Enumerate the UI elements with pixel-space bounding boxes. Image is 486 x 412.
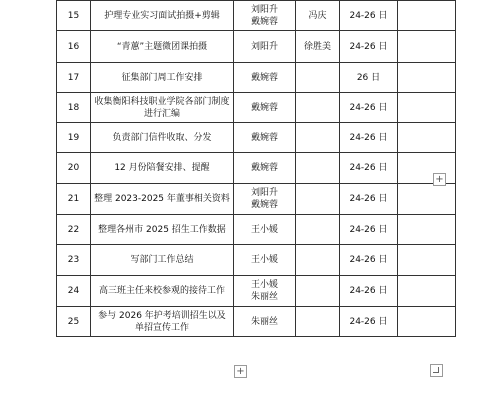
task-cell[interactable]: 整理各州市 2025 招生工作数据 (91, 215, 234, 245)
task-cell[interactable]: 整理 2023-2025 年董事相关资料 (91, 184, 234, 215)
cooperator-cell[interactable] (296, 63, 340, 93)
table-row (57, 184, 456, 215)
date-cell[interactable]: 26 日 (340, 63, 398, 93)
owner-cell[interactable]: 戴婉蓉 (234, 63, 296, 93)
cooperator-cell[interactable] (296, 93, 340, 123)
date-cell[interactable]: 24-26 日 (340, 1, 398, 31)
blank-cell[interactable] (398, 153, 456, 184)
blank-cell[interactable] (398, 245, 456, 276)
cooperator-cell[interactable]: 冯庆 (296, 1, 340, 31)
owner-cell[interactable]: 戴婉蓉 (234, 93, 296, 123)
task-cell[interactable]: “青蕙”主题微团课拍摄 (91, 31, 234, 63)
owner-cell[interactable]: 刘阳升 戴婉蓉 (234, 184, 296, 215)
table-row (57, 31, 456, 63)
owner-cell[interactable]: 刘阳升 (234, 31, 296, 63)
owner-cell[interactable]: 刘阳升 戴婉蓉 (234, 1, 296, 31)
table-row (57, 123, 456, 153)
table-row (57, 307, 456, 337)
owner-cell[interactable]: 王小媛 (234, 215, 296, 245)
row-number-cell[interactable]: 16 (57, 31, 91, 63)
cooperator-cell[interactable] (296, 153, 340, 184)
schedule-table-body (57, 1, 456, 337)
blank-cell[interactable] (398, 215, 456, 245)
row-number-cell[interactable]: 20 (57, 153, 91, 184)
date-cell[interactable]: 24-26 日 (340, 31, 398, 63)
table-resize-handle-icon[interactable] (430, 364, 443, 377)
blank-cell[interactable] (398, 307, 456, 337)
blank-cell[interactable] (398, 1, 456, 31)
task-cell[interactable]: 收集衡阳科技职业学院各部门制度进行汇编 (91, 93, 234, 123)
cooperator-cell[interactable] (296, 123, 340, 153)
row-number-cell[interactable]: 22 (57, 215, 91, 245)
owner-cell[interactable]: 王小媛 朱丽丝 (234, 276, 296, 307)
owner-cell[interactable]: 朱丽丝 (234, 307, 296, 337)
table-row (57, 276, 456, 307)
task-cell[interactable]: 负责部门信件收取、分发 (91, 123, 234, 153)
cooperator-cell[interactable] (296, 307, 340, 337)
cooperator-cell[interactable] (296, 215, 340, 245)
cooperator-cell[interactable] (296, 184, 340, 215)
add-row-icon[interactable]: + (234, 365, 247, 378)
cooperator-cell[interactable] (296, 245, 340, 276)
date-cell[interactable]: 24-26 日 (340, 307, 398, 337)
row-number-cell[interactable]: 23 (57, 245, 91, 276)
table-row (57, 245, 456, 276)
date-cell[interactable]: 24-26 日 (340, 276, 398, 307)
blank-cell[interactable] (398, 63, 456, 93)
owner-cell[interactable]: 王小媛 (234, 245, 296, 276)
blank-cell[interactable] (398, 123, 456, 153)
blank-cell[interactable] (398, 31, 456, 63)
table-row (57, 93, 456, 123)
cooperator-cell[interactable]: 徐胜美 (296, 31, 340, 63)
row-number-cell[interactable]: 21 (57, 184, 91, 215)
task-cell[interactable]: 写部门工作总结 (91, 245, 234, 276)
row-number-cell[interactable]: 19 (57, 123, 91, 153)
date-cell[interactable]: 24-26 日 (340, 215, 398, 245)
task-cell[interactable]: 参与 2026 年护考培训招生以及单招宣传工作 (91, 307, 234, 337)
table-row (57, 153, 456, 184)
blank-cell[interactable] (398, 276, 456, 307)
task-cell[interactable]: 高三班主任来校参观的接待工作 (91, 276, 234, 307)
owner-cell[interactable]: 戴婉蓉 (234, 153, 296, 184)
task-cell[interactable]: 12 月份陪餐安排、提醒 (91, 153, 234, 184)
row-number-cell[interactable]: 18 (57, 93, 91, 123)
row-number-cell[interactable]: 15 (57, 1, 91, 31)
date-cell[interactable]: 24-26 日 (340, 184, 398, 215)
table-row (57, 215, 456, 245)
task-cell[interactable]: 征集部门周工作安排 (91, 63, 234, 93)
row-number-cell[interactable]: 17 (57, 63, 91, 93)
schedule-table (56, 0, 456, 337)
date-cell[interactable]: 24-26 日 (340, 153, 398, 184)
cooperator-cell[interactable] (296, 276, 340, 307)
table-row (57, 63, 456, 93)
date-cell[interactable]: 24-26 日 (340, 245, 398, 276)
table-row (57, 1, 456, 31)
date-cell[interactable]: 24-26 日 (340, 93, 398, 123)
blank-cell[interactable] (398, 184, 456, 215)
task-cell[interactable]: 护理专业实习面试拍摄+剪辑 (91, 1, 234, 31)
row-number-cell[interactable]: 25 (57, 307, 91, 337)
date-cell[interactable]: 24-26 日 (340, 123, 398, 153)
owner-cell[interactable]: 戴婉蓉 (234, 123, 296, 153)
add-column-icon[interactable]: + (433, 173, 446, 186)
blank-cell[interactable] (398, 93, 456, 123)
row-number-cell[interactable]: 24 (57, 276, 91, 307)
